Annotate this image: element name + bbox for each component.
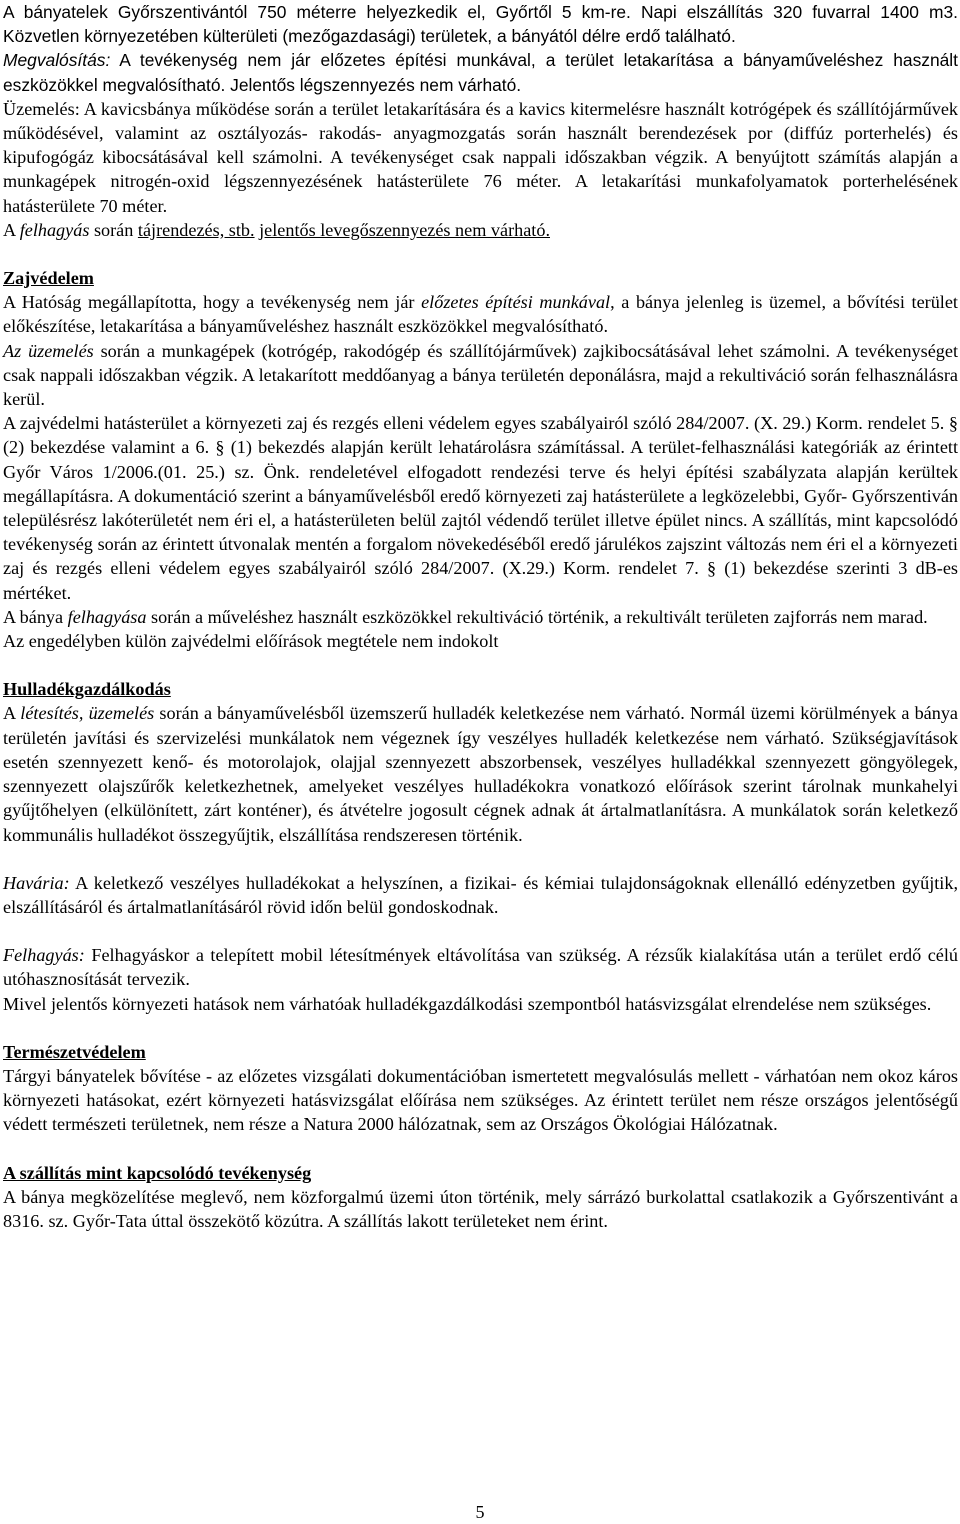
uzemeles-text: Üzemelés: A kavicsbánya működése során a terület letakarítására és a kavics kitermelésre használt kotrógépek és szállítójárművek működésével, valamint az osztályozás- rakodás- anyagmozgatás során használt berendezések por (diffúz porterhelés) és kipufogógáz kibocsátásával kell számolni. A tevékenységet csak nappali időszakban végzik. A benyújtott számítás alapján a munkagépek nitrogén-oxid légszennyezésének hatásterülete 76 méter. A letakarítási munkafolyamatok porterhelésének hatásterülete 70 méter. (3, 98, 958, 216)
zaj-p2-italic: Az üzemelés (3, 340, 94, 361)
szallitas-paragraph-1: A bánya megközelítése meglevő, nem közforgalmú üzemi úton történik, mely sárrázó burkolattal csatlakozik a Győrszentivánt a 8316. sz. Győr-Tata úttal összekötő közútra. A szállítás lakott területeket nem érint. (3, 1186, 958, 1231)
hulladek-p1-italic: létesítés, üzemelés (20, 703, 155, 724)
zaj-paragraph-5: Az engedélyben külön zajvédelmi előírások megtétele nem indokolt (3, 631, 499, 652)
zaj-p1-b: , a bánya jelenleg is üzemel, a bővítési terület előkészítése, letakarítása a bányaműveléshez használt eszközökkel megvalósítható. (3, 292, 958, 337)
havaria-label: Havária: (3, 872, 70, 893)
intro-paragraph (3, 0, 958, 97)
felhagyas-label: felhagyás (19, 219, 90, 240)
zaj-p4-italic: felhagyása (67, 606, 147, 627)
zaj-paragraph-2 (3, 339, 958, 412)
zaj-p1-a: A Hatóság megállapította, hogy a tevékenység nem jár (3, 292, 422, 313)
felhagyas-underlined-2: jelentős levegőszennyezés nem várható. (259, 219, 550, 240)
hulladek-paragraph-4: Mivel jelentős környezeti hatások nem várhatóak hulladékgazdálkodási szempontból hatásvizsgálat elrendelése nem szükséges. (3, 993, 932, 1014)
zaj-p4-b: során a műveléshez használt eszközökkel rekultiváció történik, a rekultivált területen zajforrás nem marad. (146, 606, 928, 627)
section-heading-zajvedelem: Zajvédelem (3, 268, 94, 289)
hulladek-p1-a: A (3, 703, 21, 724)
zaj-paragraph-3: A zajvédelmi hatásterület a környezeti zaj és rezgés elleni védelem egyes szabályairól szóló 284/2007. (X. 29.) Korm. rendelet 5. § (2) bekezdése valamint a 6. § (1) bekezdés alapján került lehatárolásra számítással. A terület-felhasználási kategóriák az érintett Győr Város 1/2006.(01. 25.) sz. Önk. rendeletével elfogadott rendezési terve és helyi építési szabályzata alapján kerültek megállapításra. A dokumentáció szerint a bányaművelésből eredő környezeti zaj hatásterülete a legközelebbi, Győr- Győrszentiván településrész lakóterületét nem éri el, a hatásterületen belül zajtól védendő terület illetve épület nincs. A szállítás, mint kapcsolódó tevékenység során az érintett útvonalak mentén a forgalom növekedéséből eredő járulékos zajszint változás nem éri el a környezeti zaj és rezgés elleni védelem egyes szabályairól szóló 284/2007. (X.29.) Korm. rendelet 7. § (1) bekezdése szerinti 3 dB-es mértéket. (3, 413, 958, 603)
section-heading-termeszet: Természetvédelem (3, 1041, 146, 1062)
felhagyas-underlined-1: tájrendezés, stb. (137, 219, 255, 240)
hulladek-p1-b: során a bányaművelésből üzemszerű hulladék keletkezése nem várható. Normál üzemi körülmények a bánya területén javítási és szervizelési munkálatok nem végeznek így veszélyes hulladék keletkezése nem várható. Szükségjavítások esetén szennyezett kenő- és motorolajok, olajjal szennyezett abszorbensek, veszélyes hulladékkal szennyezett göngyölegek, szennyezett olajszűrők keletkezhetnek, amelyeket veszélyes hulladékokra vonatkozó előírások szerint tárolnak munkahelyi gyűjtőhelyen (elkülönített, zárt konténer), és átvételre jogosult cégnek adnak át ártalmatlanításra. A munkálatok során keletkező kommunális hulladékot összegyűjtik, elszállítása rendszeresen történik. (3, 703, 959, 845)
felhagyas-hulladek-label: Felhagyás: (3, 945, 85, 966)
felhagyas-paragraph (3, 218, 958, 242)
felhagyas-mid: során (89, 219, 138, 240)
termeszet-paragraph-1: Tárgyi bányatelek bővítése - az előzetes vizsgálati dokumentációban ismertetett megvalósulás mellett - várhatóan nem okoz káros környezeti hatásokat, ezért környezeti hatásvizsgálat előírása nem szükséges. Az érintett terület nem része országos jelentőségű védett természeti területnek, nem része a Natura 2000 hálózatnak, sem az Országos Ökológiai Hálózatnak. (3, 1065, 958, 1135)
zaj-p1-italic: előzetes építési munkával (421, 292, 611, 313)
section-heading-hulladek: Hulladékgazdálkodás (3, 679, 171, 700)
megvalositas-label: Megvalósítás: (3, 50, 111, 71)
intro-text: A bányatelek Győrszentivántól 750 méterre helyezkedik el, Győrtől 5 km-re. Napi elszállítás 320 fuvarral 1400 m3. Közvetlen környezetében külterületi (mezőgazdasági) területek, a bányától délre erdő található. (3, 2, 958, 47)
zaj-paragraph-4 (3, 605, 958, 629)
megvalositas-text: A tevékenység nem jár előzetes építési munkával, a terület letakarítása a bányaműveléshez használt eszközökkel megvalósítható. Jelentős légszennyezés nem várható. (3, 50, 958, 95)
hulladek-paragraph-1 (3, 701, 958, 846)
felhagyas-hulladek-text: Felhagyáskor a telepített mobil létesítmények eltávolítása van szükség. A rézsűk kialakítása után a terület erdő célú utóhasznosítását tervezik. (3, 945, 958, 990)
uzemeles-paragraph (3, 97, 958, 218)
havaria-text: A keletkező veszélyes hulladékokat a helyszínen, a fizikai- és kémiai tulajdonságoknak ellenálló edényzetben gyűjtik, elszállításáról és ártalmatlanításáról rövid időn belül gondoskodnak. (3, 872, 958, 917)
document-page (3, 0, 958, 1233)
zaj-paragraph-1 (3, 290, 958, 338)
page-number: 5 (475, 1502, 485, 1522)
felhagyas-prefix: A (3, 219, 20, 240)
havaria-paragraph (3, 871, 958, 919)
zaj-p4-a: A bánya (3, 606, 68, 627)
section-heading-szallitas: A szállítás mint kapcsolódó tevékenység (3, 1162, 312, 1183)
felhagyas-hulladek-paragraph (3, 943, 958, 991)
zaj-p2-b: során a munkagépek (kotrógép, rakodógép és szállítójárművek) zajkibocsátásával lehet számolni. A tevékenységet csak nappali időszakban végzik. A letakarított meddőanyag a bánya területén deponálásra, majd a rekultiváció során felhasználásra kerül. (3, 340, 958, 410)
